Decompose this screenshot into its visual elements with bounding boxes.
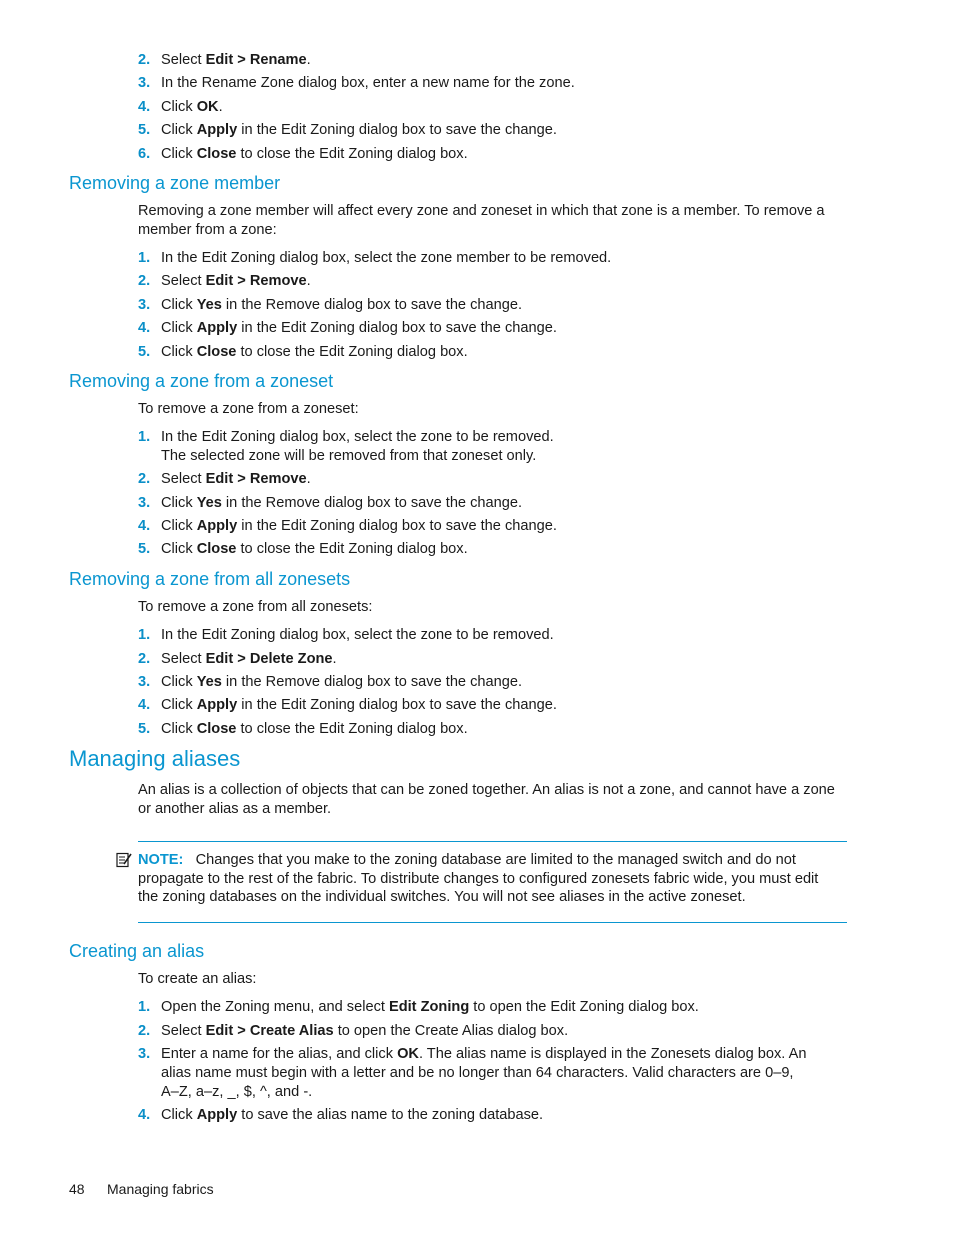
- step-number: 4.: [138, 697, 151, 713]
- section-heading: Creating an alias: [69, 941, 205, 961]
- step-text: Click Apply in the Edit Zoning dialog box to save the change.: [161, 320, 557, 336]
- step-number: 3.: [138, 75, 151, 91]
- step-number: 3.: [138, 495, 151, 511]
- step-text: Click Apply in the Edit Zoning dialog box to save the change.: [161, 697, 557, 713]
- step-text: Select Edit > Remove.: [161, 273, 311, 289]
- step-text: Click Close to close the Edit Zoning dialog box.: [161, 541, 468, 557]
- section-intro: To remove a zone from a zoneset:: [138, 401, 359, 417]
- step-text: In the Rename Zone dialog box, enter a new name for the zone.: [161, 75, 575, 91]
- section-intro: To create an alias:: [138, 971, 257, 987]
- step-number: 5.: [138, 541, 151, 557]
- step-number: 2.: [138, 1023, 151, 1039]
- step-number: 4.: [138, 320, 151, 336]
- step-text: Click Close to close the Edit Zoning dialog box.: [161, 146, 468, 162]
- step-number: 2.: [138, 471, 151, 487]
- note-top-rule: [138, 841, 847, 842]
- step-text-continued: alias name must begin with a letter and be no longer than 64 characters. Valid characters are 0–9,: [161, 1065, 794, 1081]
- step-number: 4.: [138, 99, 151, 115]
- note-line: the zoning databases on the individual switches. You will not see aliases in the active zoneset.: [138, 889, 746, 905]
- section-heading: Removing a zone from all zonesets: [69, 569, 351, 589]
- step-text: Select Edit > Delete Zone.: [161, 651, 337, 667]
- step-number: 6.: [138, 146, 151, 162]
- step-number: 4.: [138, 518, 151, 534]
- page-number: 48: [69, 1181, 85, 1197]
- step-text: Select Edit > Create Alias to open the Create Alias dialog box.: [161, 1023, 569, 1039]
- note-bottom-rule: [138, 922, 847, 923]
- step-number: 4.: [138, 1107, 151, 1123]
- step-number: 5.: [138, 721, 151, 737]
- section-intro: Removing a zone member will affect every zone and zoneset in which that zone is a member. To remove a member from a zone:: [138, 203, 825, 238]
- step-number: 1.: [138, 429, 151, 445]
- step-number: 3.: [138, 1046, 151, 1062]
- step-text: In the Edit Zoning dialog box, select the zone to be removed.: [161, 627, 554, 643]
- section-intro: An alias is a collection of objects that can be zoned together. An alias is not a zone, and cannot have a zone or another alias as a member.: [138, 782, 835, 817]
- step-number: 5.: [138, 122, 151, 138]
- step-number: 2.: [138, 651, 151, 667]
- note-icon: [116, 852, 132, 868]
- step-text: Click Yes in the Remove dialog box to save the change.: [161, 674, 523, 690]
- footer-section-title: Managing fabrics: [107, 1181, 214, 1197]
- chapter-heading: Managing aliases: [69, 746, 241, 771]
- step-number: 5.: [138, 344, 151, 360]
- step-number: 3.: [138, 297, 151, 313]
- step-number: 1.: [138, 250, 151, 266]
- step-text: Select Edit > Rename.: [161, 52, 311, 68]
- step-text: Enter a name for the alias, and click OK. The alias name is displayed in the Zonesets dialog box. An: [161, 1046, 807, 1062]
- step-text: Click Apply to save the alias name to the zoning database.: [161, 1107, 544, 1123]
- note-label: NOTE:: [138, 852, 184, 868]
- step-text: Click Yes in the Remove dialog box to save the change.: [161, 495, 523, 511]
- step-text: Select Edit > Remove.: [161, 471, 311, 487]
- step-text: Click Yes in the Remove dialog box to save the change.: [161, 297, 523, 313]
- section-heading: Removing a zone member: [69, 173, 281, 193]
- step-text: Click Close to close the Edit Zoning dialog box.: [161, 344, 468, 360]
- note-line: NOTE: Changes that you make to the zoning database are limited to the managed switch and do not: [138, 852, 796, 868]
- step-number: 2.: [138, 273, 151, 289]
- step-text: Click Apply in the Edit Zoning dialog box to save the change.: [161, 518, 557, 534]
- step-number: 1.: [138, 627, 151, 643]
- section-intro: To remove a zone from all zonesets:: [138, 599, 373, 615]
- step-text: In the Edit Zoning dialog box, select the zone member to be removed.: [161, 250, 612, 266]
- step-text: In the Edit Zoning dialog box, select the zone to be removed.: [161, 429, 554, 445]
- step-number: 2.: [138, 52, 151, 68]
- step-text: Click OK.: [161, 99, 223, 115]
- section-heading: Removing a zone from a zoneset: [69, 371, 334, 391]
- step-text: Click Close to close the Edit Zoning dialog box.: [161, 721, 468, 737]
- step-number: 3.: [138, 674, 151, 690]
- step-number: 1.: [138, 999, 151, 1015]
- step-text: Click Apply in the Edit Zoning dialog box to save the change.: [161, 122, 557, 138]
- step-text-continued: The selected zone will be removed from that zoneset only.: [161, 448, 537, 464]
- step-text-continued: A–Z, a–z, _, $, ^, and -.: [161, 1084, 313, 1100]
- note-line: propagate to the rest of the fabric. To distribute changes to configured zonesets fabric wide, you must edit: [138, 871, 819, 887]
- step-text: Open the Zoning menu, and select Edit Zoning to open the Edit Zoning dialog box.: [161, 999, 699, 1015]
